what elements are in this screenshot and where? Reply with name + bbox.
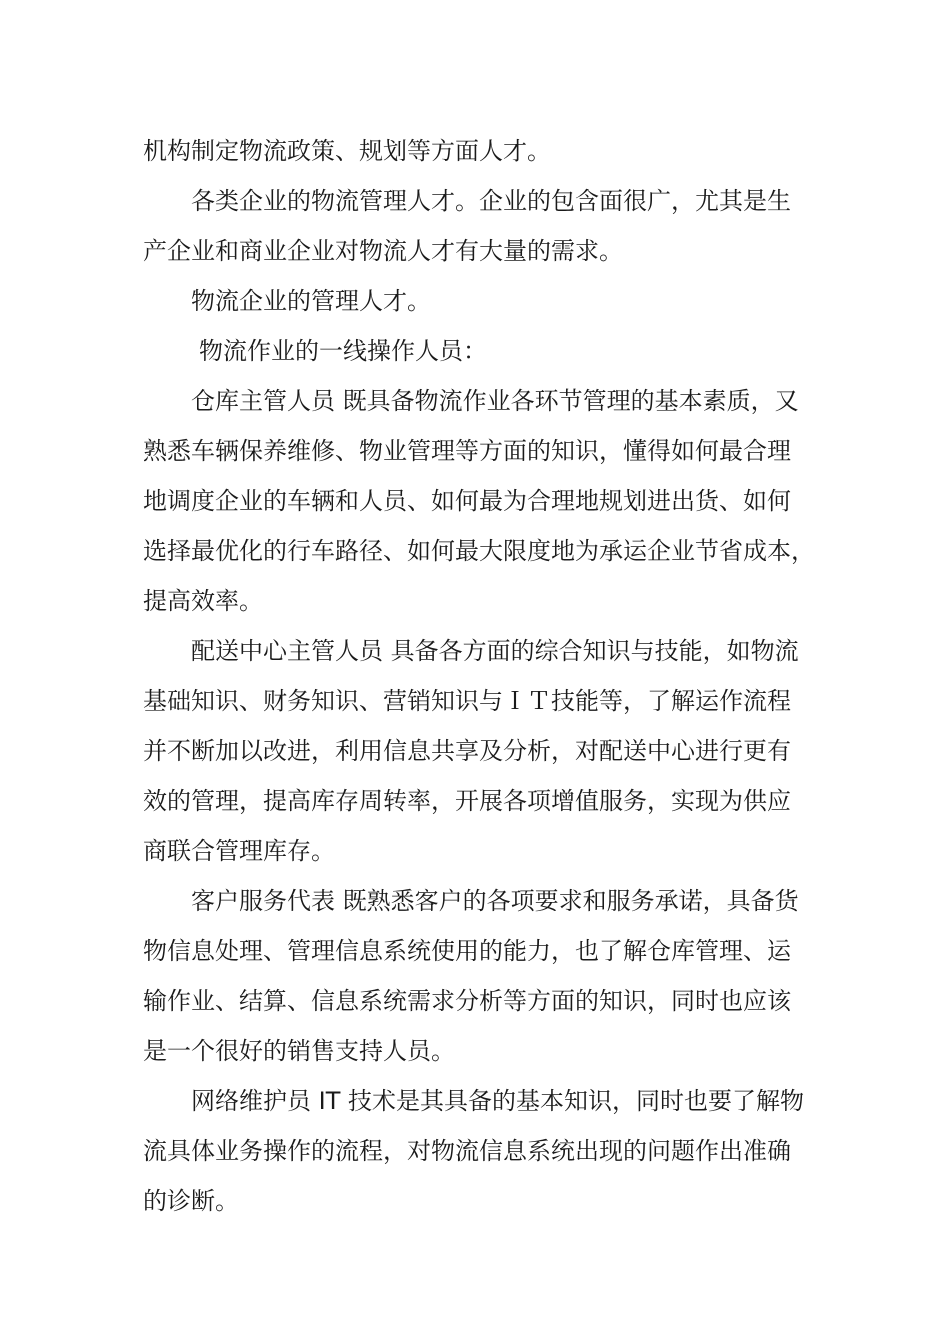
paragraph-first-line: 客户服务代表 既熟悉客户的各项要求和服务承诺，具备货 <box>191 887 799 915</box>
paragraph-first-line: 物流企业的管理人才。 <box>191 287 431 315</box>
text-line: 流具体业务操作的流程，对物流信息系统出现的问题作出准确 <box>143 1137 791 1165</box>
text-line: 商联合管理库存。 <box>143 837 335 865</box>
text-line: 效的管理，提高库存周转率，开展各项增值服务，实现为供应 <box>143 787 791 815</box>
text-line: 输作业、结算、信息系统需求分析等方面的知识，同时也应该 <box>143 987 791 1015</box>
text-line: 是一个很好的销售支持人员。 <box>143 1037 455 1065</box>
text-line: 机构制定物流政策、规划等方面人才。 <box>143 137 551 165</box>
paragraph-first-line: 配送中心主管人员 具备各方面的综合知识与技能，如物流 <box>191 637 799 665</box>
text-line: 物信息处理、管理信息系统使用的能力，也了解仓库管理、运 <box>143 937 791 965</box>
text-line: 地调度企业的车辆和人员、如何最为合理地规划进出货、如何 <box>143 487 791 515</box>
text-line: 产企业和商业企业对物流人才有大量的需求。 <box>143 237 623 265</box>
paragraph-first-line: 各类企业的物流管理人才。企业的包含面很广，尤其是生 <box>191 187 791 215</box>
paragraph-first-line: 仓库主管人员 既具备物流作业各环节管理的基本素质，又 <box>191 387 799 415</box>
paragraph-first-line: 网络维护员 IT 技术是其具备的基本知识，同时也要了解物 <box>191 1087 804 1115</box>
text-line: 提高效率。 <box>143 587 263 615</box>
text-line: 熟悉车辆保养维修、物业管理等方面的知识，懂得如何最合理 <box>143 437 791 465</box>
text-line: 选择最优化的行车路径、如何最大限度地为承运企业节省成本， <box>143 537 815 565</box>
text-line: 并不断加以改进，利用信息共享及分析，对配送中心进行更有 <box>143 737 791 765</box>
text-line: 的诊断。 <box>143 1187 239 1215</box>
text-line: 基础知识、财务知识、营销知识与ＩＴ技能等，了解运作流程 <box>143 687 791 715</box>
section-heading: 物流作业的一线操作人员： <box>199 337 487 365</box>
